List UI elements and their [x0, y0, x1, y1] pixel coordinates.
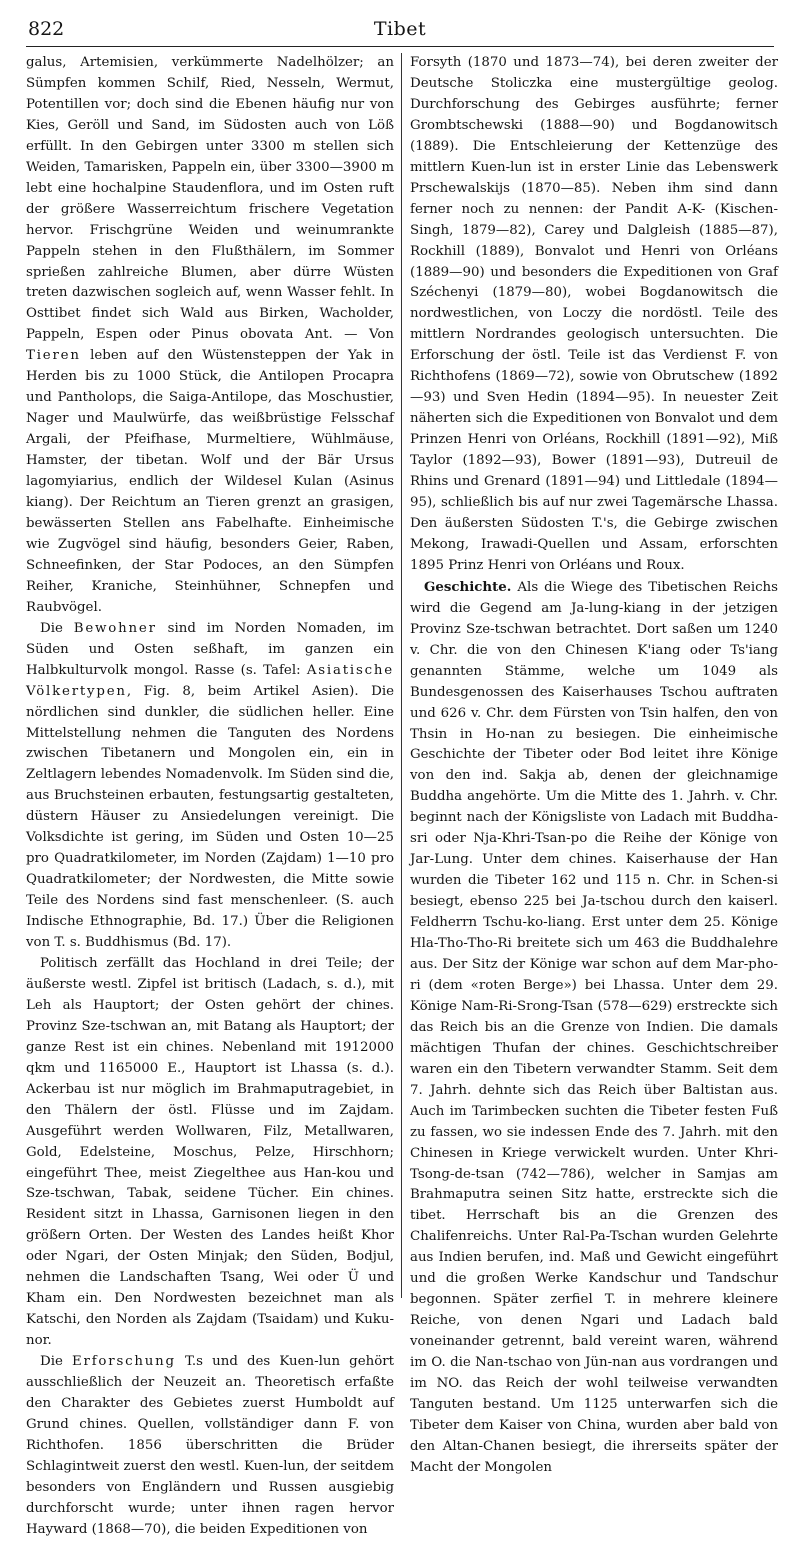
paragraph — [26, 53, 394, 619]
text-run: , Fig. 8, beim Artikel Asien). Die nördlichen sind dunkler, die südlichen heller. Eine Mittelstellung nehmen die Tanguten des Nordens zwischen Tibetanern und Mongolen ein, ein in Zeltlagern lebendes Nomadenvolk. Im Süden sind die, aus Bruchsteinen erbauten, festungsartig gestalteten, düstern Häuser zu Ansiedelungen vereinigt. Die Volksdichte ist gering, im Süden und Osten 10—25 pro Quadratkilometer, im Norden (Zajdam) 1—10 pro Quadratkilometer; der Nordwesten, die Mitte sowie Teile des Nordens sind fast menschenleer. (S. auch Indische Ethnographie, Bd. 17.) Über die Religionen von T. s. Buddhismus (Bd. 17). — [26, 683, 394, 951]
text-run: T.s und des Kuen-lun gehört ausschließlich der Neuzeit an. Theoretisch erfaßte den Charakter des Gebietes zuerst Humboldt auf Grund chines. Quellen, vollständiger dann F. von Richthofen. 1856 überschritten die Brüder Schlagintweit zuerst den westl. Kuen-lun, der seitdem besonders von Engländern und Russen ausgiebig durchforscht wurde; unter ihnen ragen hervor Hayward (1868—70), die beiden Expeditionen von — [26, 1354, 394, 1537]
paragraph — [26, 954, 394, 1352]
text-run: galus, Artemisien, verkümmerte Nadelhölzer; an Sümpfen kommen Schilf, Ried, Nesseln, Wermut, Potentillen vor; doch sind die Ebenen häufig nur von Kies, Geröll und Sand, im Südosten auch von Löß erfüllt. In den Gebirgen unter 3300 m stellen sich Weiden, Tamarisken, Pappeln ein, über 3300—3900 m lebt eine hochalpine Staudenflora, und im Osten ruft der größere Wasserreichtum frischere Vegetation hervor. Frischgrüne Weiden und weinumrankte Pappeln stehen in den Flußthälern, im Sommer sprießen zahlreiche Blumen, aber dürre Wüsten treten dazwischen sogleich auf, wenn Wasser fehlt. In Osttibet findet sich Wald aus Birken, Wacholder, Pappeln, Espen oder Pinus obovata Ant. — Von — [26, 55, 394, 343]
text-run: Die — [40, 620, 74, 636]
page-number: 822 — [28, 18, 65, 40]
paragraph — [26, 1352, 394, 1541]
paragraph — [410, 577, 778, 1479]
spaced-term: Erforschung — [71, 1354, 176, 1370]
text-run: Forsyth (1870 und 1873—74), bei deren zweiter der Deutsche Stoliczka eine mustergültige geolog. Durchforschung des Gebirges ausführte; ferner Grombtschewski (1888—90) und Bogdanowitsch (1889). Die Entschleierung der Kettenzüge des mittlern Kuen-lun ist in erster Linie das Lebenswerk Prschewalskijs (1870—85). Neben ihm sind dann ferner noch zu nennen: der Pandit A-K- (Kischen-Singh, 1879—82), Carey und Dalgleish (1885—87), Rockhill (1889), Bonvalot und Henri von Orléans (1889—90) und besonders die Expeditionen von Graf Széchenyi (1879—80), wobei Bogdanowitsch die nordwestlichen, von Loczy die nordöstl. Teile des mittlern Nordrandes geologisch untersuchten. Die Erforschung der östl. Teile ist das Verdienst F. von Richthofens (1869—72), sowie von Obrutschew (1892—93) und Sven Hedin (1894—95). In neuester Zeit näherten sich die Expeditionen von Bonvalot und dem Prinzen Henri von Orléans, Rockhill (1891—92), Miß Taylor (1892—93), Bower (1891—93), Dutreuil de Rhins und Grenard (1891—94) und Littledale (1894—95), schließlich bis auf nur zwei Tagemärsche Lhassa. Den äußersten Südosten T.'s, die Gebirge zwischen Mekong, Irawadi-Quellen und Assam, erforschten 1895 Prinz Henri von Orléans und Roux. — [410, 55, 778, 573]
page-header — [26, 16, 774, 47]
text-run: Politisch zerfällt das Hochland in drei Teile; der äußerste westl. Zipfel ist britisch (Ladach, s. d.), mit Leh als Hauptort; der Osten gehört der chines. Provinz Sze-tschwan an, mit Batang als Hauptort; der ganze Rest ist ein chines. Nebenland mit 1912000 qkm und 1165000 E., Hauptort ist Lhassa (s. d.). Ackerbau ist nur möglich im Brahmaputragebiet, in den Thälern der östl. Flüsse und im Zajdam. Ausgeführt werden Wollwaren, Filz, Metallwaren, Gold, Edelsteine, Moschus, Pelze, Hirschhorn; eingeführt Thee, meist Ziegelthee aus Han-kou und Sze-tschwan, Tabak, seidene Tücher. Ein chines. Resident sitzt in Lhassa, Garnisonen liegen in den größern Orten. Der Westen des Landes heißt Khor oder Ngari, der Osten Minjak; den Süden, Bodjul, nehmen die Landschaften Tsang, Wei oder Ü und Kham ein. Den Nordwesten bezeichnet man als Katschi, den Norden als Zajdam (Tsaidam) und Kuku-nor. — [26, 955, 394, 1349]
section-heading: Geschichte. — [424, 578, 512, 595]
text-run: leben auf den Wüstensteppen der Yak in Herden bis zu 1000 Stück, die Antilopen Procapra und Pantholops, die Saiga-Antilope, das Moschustier, Nager und Maulwürfe, das weißbrüstige Felsschaf Argali, der Pfeifhase, Murmeltiere, Wühlmäuse, Hamster, der tibetan. Wolf und der Bär Ursus lagomyiarius, endlich der Wildesel Kulan (Asinus kiang). Der Reichtum an Tieren grenzt an grasigen, bewässerten Stellen ans Fabelhafte. Einheimische wie Zugvögel sind häufig, besonders Geier, Raben, Schneefinken, der Star Podoces, an den Sümpfen Reiher, Kraniche, Steinhühner, Schnepfen und Raubvögel. — [26, 348, 394, 615]
running-head: Tibet — [373, 18, 427, 40]
text-run: Als die Wiege des Tibetischen Reichs wird die Gegend am Ja-lung-kiang in der jetzigen Provinz Sze-tschwan betrachtet. Dort saßen um 1240 v. Chr. die von den Chinesen K'iang oder Ts'iang genannten Stämme, welche um 1049 als Bundesgenossen des Kaiserhauses Tschou auftraten und 626 v. Chr. dem Fürsten von Tsin halfen, den von Thsin in Ho-nan zu besiegen. Die einheimische Geschichte der Tibeter oder Bod leitet ihre Könige von den ind. Sakja ab, denen der gleichnamige Buddha angehörte. Um die Mitte des 1. Jahrh. v. Chr. beginnt nach der Königsliste von Ladach mit Buddha-sri oder Nja-Khri-Tsan-po die Reihe der Könige von Jar-Lung. Unter dem chines. Kaiserhause der Han wurden die Tibeter 162 und 115 n. Chr. in Schen-si besiegt, ebenso 225 bei Ja-tschou durch den kaiserl. Feldherrn Tschu-ko-liang. Erst unter dem 25. Könige Hla-Tho-Tho-Ri breitete sich um 463 die Buddhalehre aus. Der Sitz der Könige war schon auf dem Mar-pho-ri (dem «roten Berge») bei Lhassa. Unter dem 29. Könige Nam-Ri-Srong-Tsan (578—629) erstreckte sich das Reich bis an die Grenze von Indien. Die damals mächtigen Thufan der chines. Geschichtschreiber waren ein den Tibetern verwandter Stamm. Seit dem 7. Jahrh. dehnte sich das Reich über Baltistan aus. Auch im Tarimbecken suchten die Tibeter festen Fuß zu fassen, wo sie indessen Ende des 7. Jahrh. mit den Chinesen in Kriege verwickelt wurden. Unter Khri-Tsong-de-tsan (742—786), welcher in Samjas am Brahmaputra seinen Sitz hatte, erstreckte sich die tibet. Herrschaft bis an die Grenzen des Chalifenreichs. Unter Ral-Pa-Tschan wurden Gelehrte aus Indien berufen, ind. Maß und Gewicht eingeführt und die großen Werke Kandschur und Tandschur begonnen. Später zerfiel T. in mehrere kleinere Reiche, von denen Ngari und Ladach bald voneinander getrennt, bald vereint waren, während im O. die Nan-tschao von Jün-nan aus vordrangen und im NO. das Reich der wohl teilweise verwandten Tanguten bestand. Um 1125 unterwarfen sich die Tibeter dem Kaiser von China, wurden aber bald von den Altan-Chanen besiegt, die ihrerseits später der Macht der Mongolen — [410, 579, 778, 1475]
spaced-term: Bewohner — [73, 620, 157, 636]
spaced-term: Asiatische Völkertypen — [26, 662, 394, 699]
column-divider — [401, 53, 402, 1298]
paragraph — [410, 53, 778, 577]
right-column — [410, 53, 778, 1475]
text-run: sind im Norden Nomaden, im Süden und Osten seßhaft, im ganzen ein Halbkulturvolk mongol. Rasse (s. Tafel: — [26, 620, 394, 678]
spaced-term: Tieren — [26, 348, 81, 364]
left-column — [26, 53, 394, 1537]
text-run: Die — [40, 1354, 72, 1370]
text-columns — [26, 53, 778, 1537]
paragraph — [26, 619, 394, 954]
